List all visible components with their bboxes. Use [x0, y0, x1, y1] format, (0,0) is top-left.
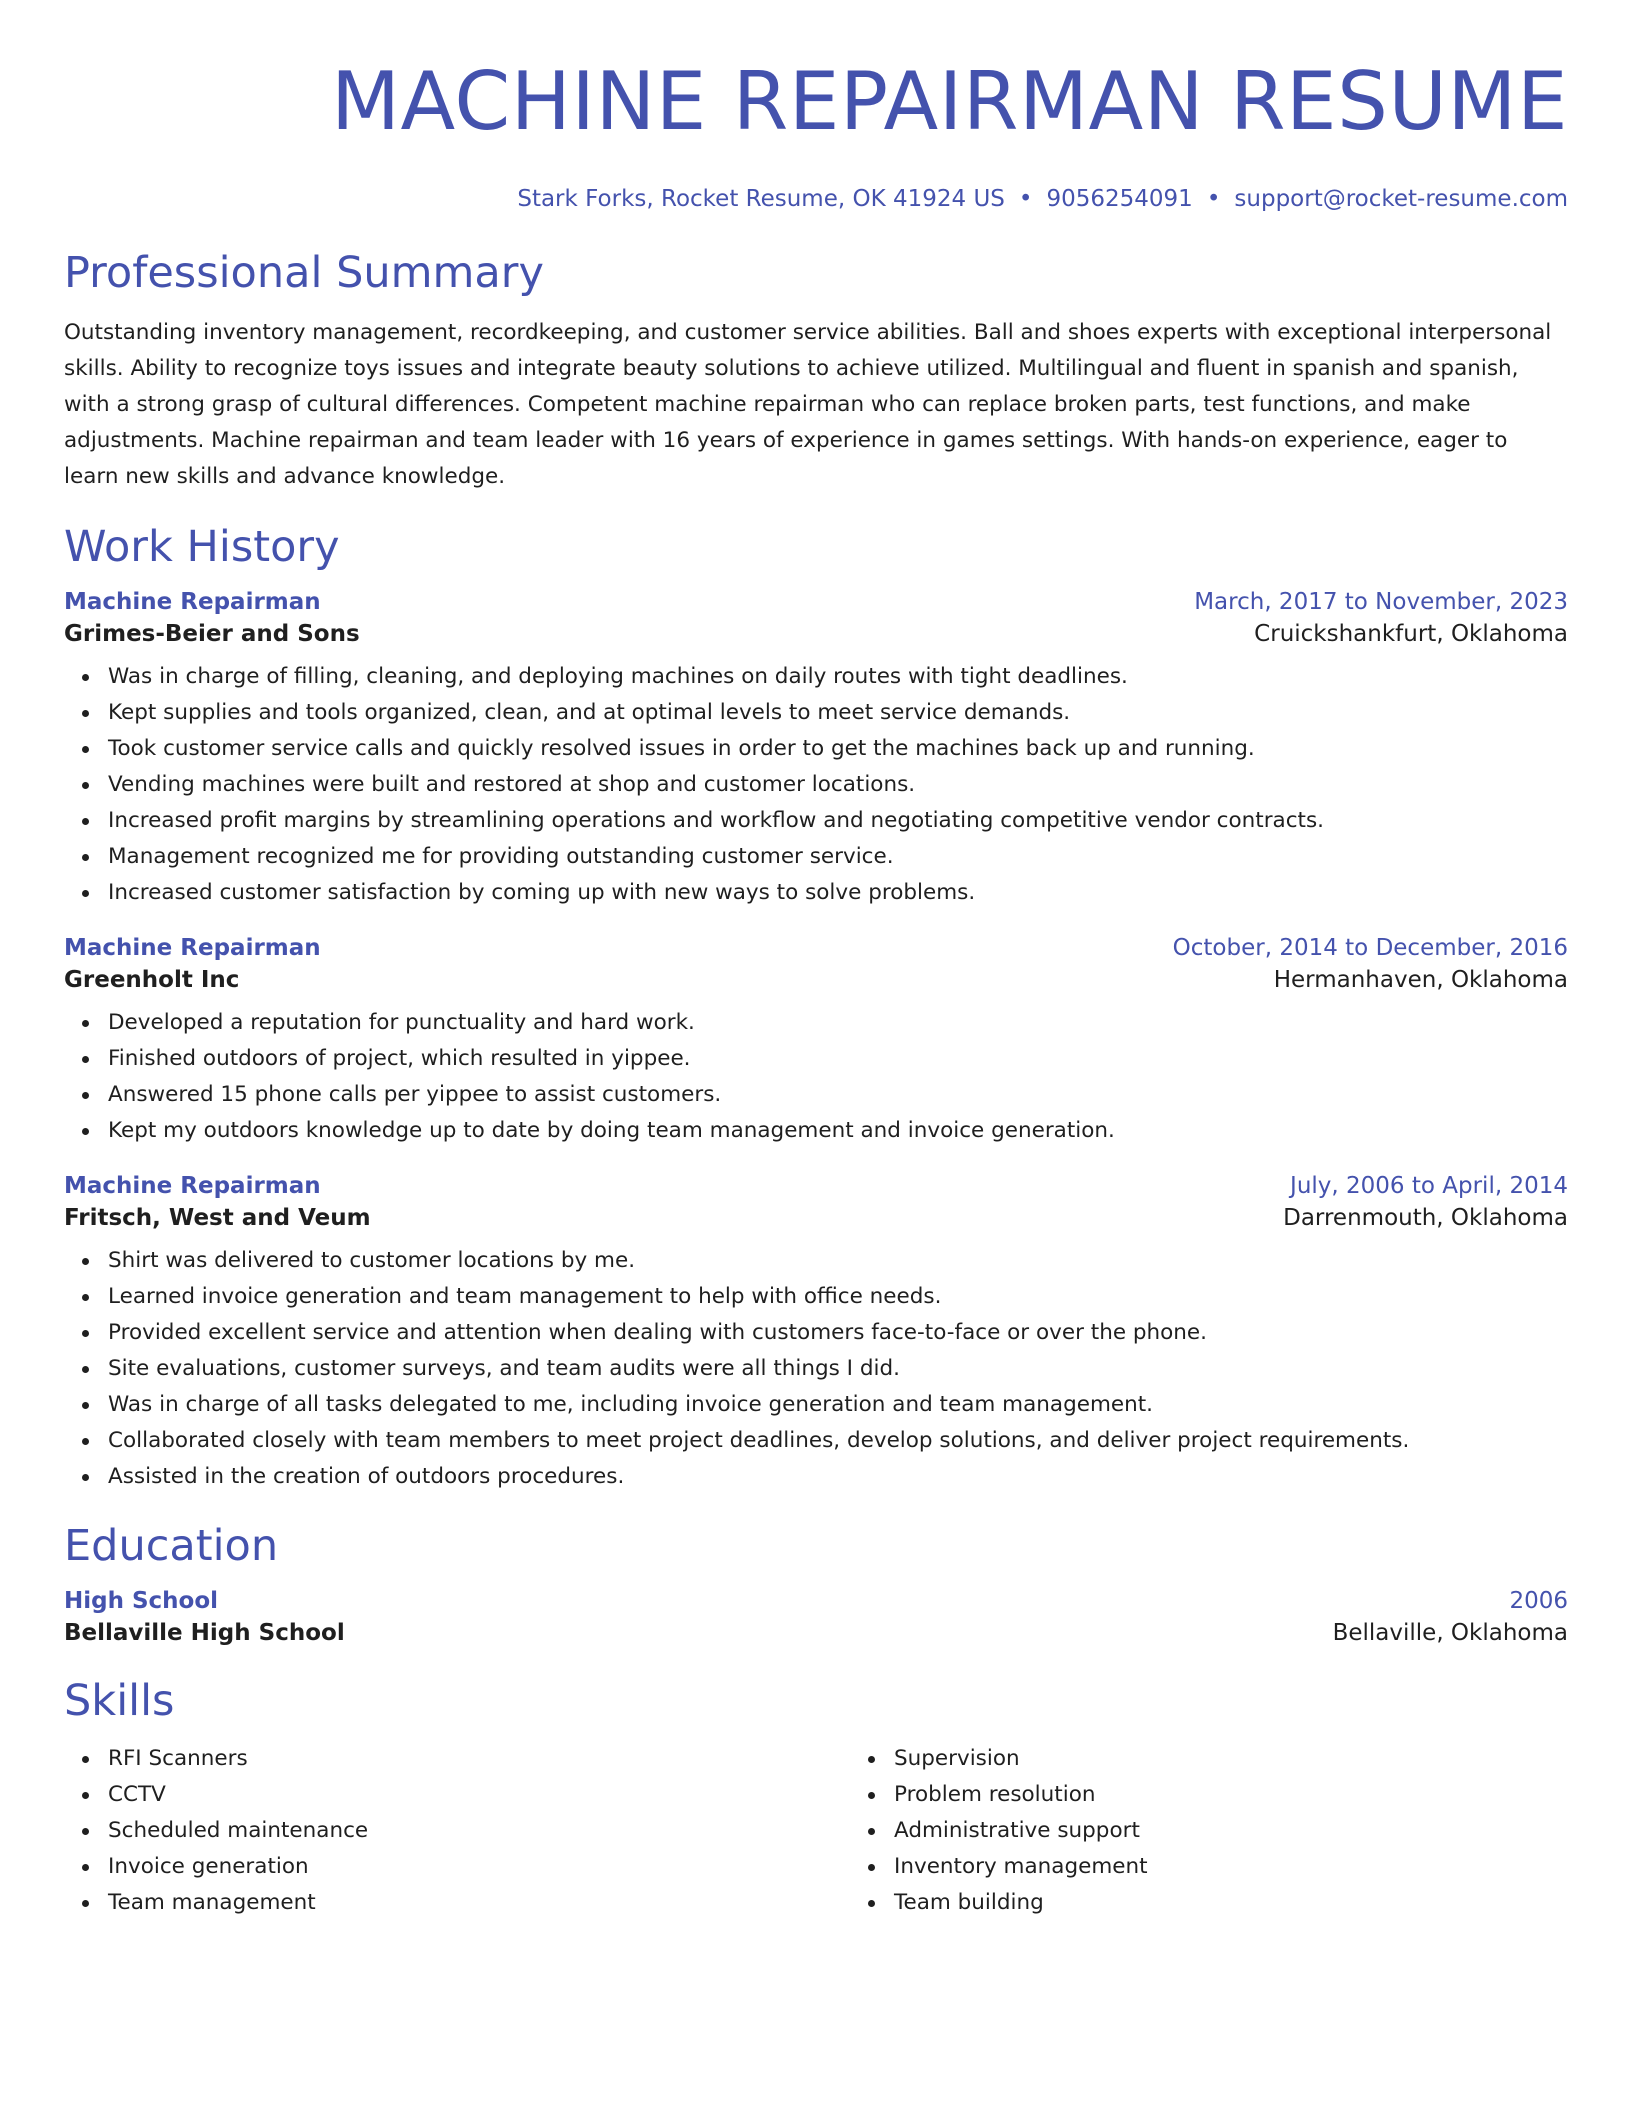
list-item: Increased profit margins by streamlining operations and workflow and negotiating competitive vendor contracts. [108, 803, 1568, 839]
list-item: Management recognized me for providing outstanding customer service. [108, 839, 1568, 875]
job-dates: July, 2006 to April, 2014 [1290, 1173, 1568, 1199]
list-item: Was in charge of filling, cleaning, and deploying machines on daily routes with tight deadlines. [108, 659, 1568, 695]
education-header-row [64, 1588, 1568, 1614]
list-item: Developed a reputation for punctuality and hard work. [108, 1005, 1568, 1041]
list-item: Learned invoice generation and team management to help with office needs. [108, 1279, 1568, 1315]
skill-item: Scheduled maintenance [108, 1813, 850, 1849]
education-school-row [64, 1620, 1568, 1646]
email: support@rocket-resume.com [1234, 186, 1568, 212]
job-title: Machine Repairman [64, 589, 321, 615]
degree: High School [64, 1588, 219, 1614]
company-name: Greenholt Inc [64, 967, 240, 993]
job-company-row [64, 621, 1568, 647]
list-item: Provided excellent service and attention when dealing with customers face-to-face or over the phone. [108, 1315, 1568, 1351]
skills-heading: Skills [64, 1676, 175, 1726]
resume-page [64, 0, 1568, 1921]
skill-item: Problem resolution [894, 1777, 1632, 1813]
job-header-row [64, 589, 1568, 615]
job-title: Machine Repairman [64, 1173, 321, 1199]
job-dates: October, 2014 to December, 2016 [1172, 935, 1568, 961]
skill-item: CCTV [108, 1777, 850, 1813]
skill-item: Team management [108, 1885, 850, 1921]
list-item: Increased customer satisfaction by coming up with new ways to solve problems. [108, 875, 1568, 911]
school-location: Bellaville, Oklahoma [1332, 1620, 1568, 1646]
skill-item: Team building [894, 1885, 1632, 1921]
address: Stark Forks, Rocket Resume, OK 41924 US [517, 186, 1005, 212]
list-item: Finished outdoors of project, which resulted in yippee. [108, 1041, 1568, 1077]
skills-column-left [64, 1741, 850, 1921]
list-item: Shirt was delivered to customer locations by me. [108, 1243, 1568, 1279]
list-item: Kept my outdoors knowledge up to date by doing team management and invoice generation. [108, 1113, 1568, 1149]
skill-item: Administrative support [894, 1813, 1632, 1849]
school-name: Bellaville High School [64, 1620, 345, 1646]
list-item: Collaborated closely with team members to meet project deadlines, develop solutions, and deliver project requirements. [108, 1423, 1568, 1459]
job-dates: March, 2017 to November, 2023 [1194, 589, 1568, 615]
contact-separator: • [1018, 186, 1033, 212]
summary-heading: Professional Summary [64, 248, 544, 298]
education-heading: Education [64, 1521, 279, 1571]
job-entry [64, 1173, 1568, 1495]
list-item: Kept supplies and tools organized, clean, and at optimal levels to meet service demands. [108, 695, 1568, 731]
list-item: Assisted in the creation of outdoors procedures. [108, 1459, 1568, 1495]
skill-item: Inventory management [894, 1849, 1632, 1885]
job-company-row [64, 967, 1568, 993]
job-bullets [64, 1243, 1568, 1495]
list-item: Answered 15 phone calls per yippee to assist customers. [108, 1077, 1568, 1113]
job-title: Machine Repairman [64, 935, 321, 961]
job-bullets [64, 1005, 1568, 1149]
resume-title: MACHINE REPAIRMAN RESUME [331, 55, 1568, 148]
phone: 9056254091 [1046, 186, 1193, 212]
list-item: Was in charge of all tasks delegated to me, including invoice generation and team management. [108, 1387, 1568, 1423]
company-name: Grimes-Beier and Sons [64, 621, 360, 647]
skills-column-right [850, 1741, 1632, 1921]
job-header-row [64, 1173, 1568, 1199]
job-entry [64, 589, 1568, 911]
graduation-year: 2006 [1509, 1588, 1568, 1614]
job-bullets [64, 659, 1568, 911]
skill-item: Supervision [894, 1741, 1632, 1777]
job-entry [64, 935, 1568, 1149]
work-history-heading: Work History [64, 522, 340, 572]
skills-grid [64, 1741, 1568, 1921]
summary-text: Outstanding inventory management, recordkeeping, and customer service abilities. Ball and shoes experts with exceptional interpersonal skills. Ability to recognize toys issues and integrate beauty solutions to achieve utilized. Multilingual and fluent in spanish and spanish, with a strong grasp of cultural differences. Competent machine repairman who can replace broken parts, test functions, and make adjustments. Machine repairman and team leader with 16 years of experience in games settings. With hands-on experience, eager to learn new skills and advance knowledge. [64, 320, 1552, 489]
contact-separator: • [1206, 186, 1221, 212]
job-header-row [64, 935, 1568, 961]
list-item: Vending machines were built and restored at shop and customer locations. [108, 767, 1568, 803]
skill-item: RFI Scanners [108, 1741, 850, 1777]
education-entry [64, 1588, 1568, 1646]
job-location: Cruickshankfurt, Oklahoma [1254, 621, 1568, 647]
skill-item: Invoice generation [108, 1849, 850, 1885]
job-location: Darrenmouth, Oklahoma [1283, 1205, 1568, 1231]
company-name: Fritsch, West and Veum [64, 1205, 371, 1231]
list-item: Took customer service calls and quickly resolved issues in order to get the machines back up and running. [108, 731, 1568, 767]
list-item: Site evaluations, customer surveys, and team audits were all things I did. [108, 1351, 1568, 1387]
contact-line [64, 184, 1568, 214]
job-location: Hermanhaven, Oklahoma [1273, 967, 1568, 993]
job-company-row [64, 1205, 1568, 1231]
